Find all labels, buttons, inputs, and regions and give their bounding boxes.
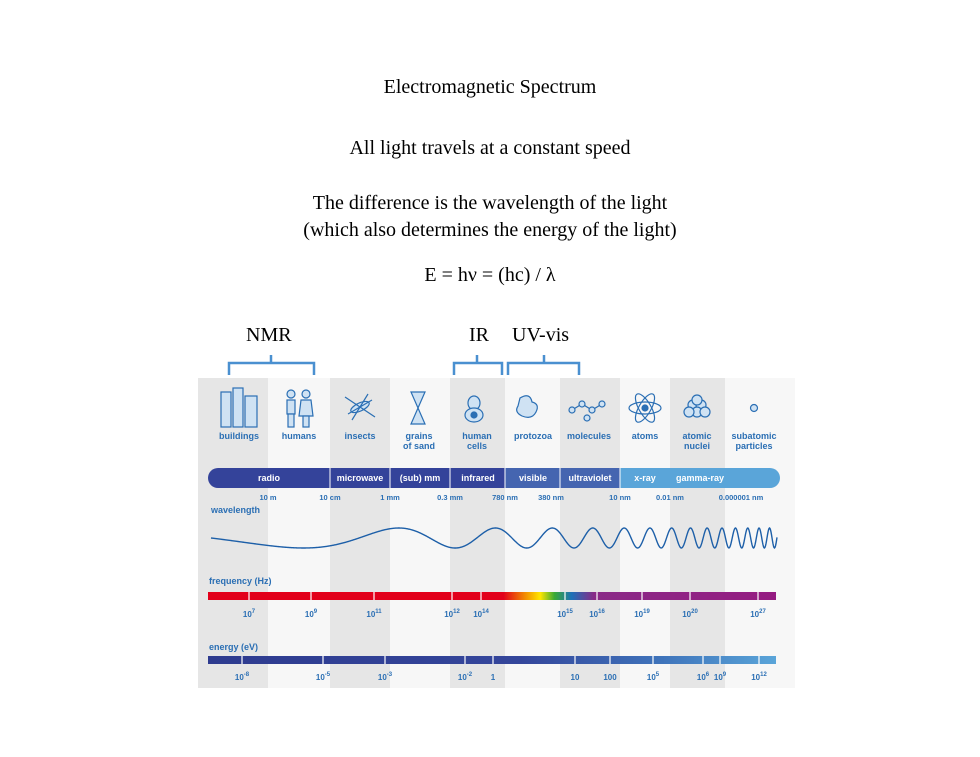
energy-tick-label: $10^{-2}$ (457, 672, 473, 682)
wavelength-label: wavelength (211, 505, 261, 515)
wavelength-tick: 0.000001 nm (718, 493, 764, 502)
band-label: infrared (461, 473, 495, 483)
region-brackets (229, 355, 579, 375)
wavelength-tick: 0.01 nm (656, 493, 684, 502)
frequency-tick-label: $10^7$ (242, 609, 256, 619)
frequency-tick-label: $10^{15}$ (557, 609, 573, 619)
column-bg (330, 378, 390, 688)
frequency-tick-label: $10^9$ (304, 609, 318, 619)
band-bar (208, 468, 780, 488)
frequency-tick-label: $10^{14}$ (473, 609, 489, 619)
band-label: visible (518, 473, 548, 483)
wavelength-tick: 0.3 mm (437, 493, 463, 502)
column-bg (725, 378, 795, 688)
object-label: molecules (566, 431, 612, 441)
object-label: grains of sand (402, 431, 436, 451)
energy-label: energy (eV) (209, 642, 259, 652)
frequency-tick-label: $10^{19}$ (634, 609, 650, 619)
band-label: x-ray (634, 473, 656, 483)
energy-tick-label: 100 (603, 673, 617, 682)
uvvis-label: UV-vis (512, 324, 570, 346)
band-label: ultraviolet (568, 473, 612, 483)
column-bg (620, 378, 670, 688)
frequency-label: frequency (Hz) (209, 576, 272, 586)
frequency-tick-label: $10^{20}$ (682, 609, 698, 619)
energy-tick-label: $10^9$ (713, 672, 727, 682)
energy-statement: (which also determines the energy of the light) (303, 219, 677, 241)
energy-tick-label: $10^{-8}$ (234, 672, 250, 682)
column-bg (560, 378, 620, 688)
energy-tick-label: $10^5$ (646, 672, 660, 682)
energy-tick-label: $10^6$ (696, 672, 710, 682)
uvvis-bracket (508, 355, 579, 375)
energy-bar (208, 656, 776, 664)
band-label: radio (257, 473, 281, 483)
frequency-bar (208, 592, 776, 600)
column-bg (670, 378, 725, 688)
energy-tick-label: $10^{-5}$ (315, 672, 331, 682)
object-label: subatomic particles (731, 431, 777, 451)
wavelength-tick: 780 nm (492, 493, 518, 502)
frequency-tick-label: $10^{11}$ (366, 609, 382, 619)
ir-bracket (454, 355, 502, 375)
column-bg (450, 378, 505, 688)
object-label: insects (344, 431, 376, 441)
object-label: buildings (219, 431, 259, 441)
object-label: protozoa (514, 431, 552, 441)
object-label: human cells (462, 431, 492, 451)
wavelength-tick: 380 nm (538, 493, 564, 502)
nmr-label: NMR (246, 324, 292, 346)
energy-equation: E = hν = (hc) / λ (424, 264, 556, 286)
energy-tick-label: 10 (570, 673, 580, 682)
energy-tick-label: $10^{12}$ (751, 672, 767, 682)
energy-tick-label: 1 (490, 673, 496, 682)
speed-statement: All light travels at a constant speed (349, 137, 631, 159)
wavelength-tick: 1 mm (380, 493, 400, 502)
band-label: gamma-ray (675, 473, 725, 483)
wavelength-tick: 10 m (259, 493, 277, 502)
frequency-tick-label: $10^{27}$ (750, 609, 766, 619)
column-bg (268, 378, 330, 688)
band-label: microwave (336, 473, 384, 483)
frequency-tick-label: $10^{16}$ (589, 609, 605, 619)
wavelength-tick: 10 cm (319, 493, 341, 502)
ir-label: IR (469, 324, 489, 346)
band-label: (sub) mm (399, 473, 441, 483)
object-label: atoms (631, 431, 659, 441)
nmr-bracket (229, 355, 314, 375)
column-bg (505, 378, 560, 688)
object-label: atomic nuclei (682, 431, 712, 451)
energy-tick-label: $10^{-3}$ (377, 672, 393, 682)
wavelength-tick: 10 nm (609, 493, 631, 502)
difference-statement: The difference is the wavelength of the light (312, 192, 668, 214)
particle-icon (751, 405, 758, 412)
object-label: humans (281, 431, 317, 441)
page-title: Electromagnetic Spectrum (383, 76, 597, 98)
frequency-tick-label: $10^{12}$ (444, 609, 460, 619)
